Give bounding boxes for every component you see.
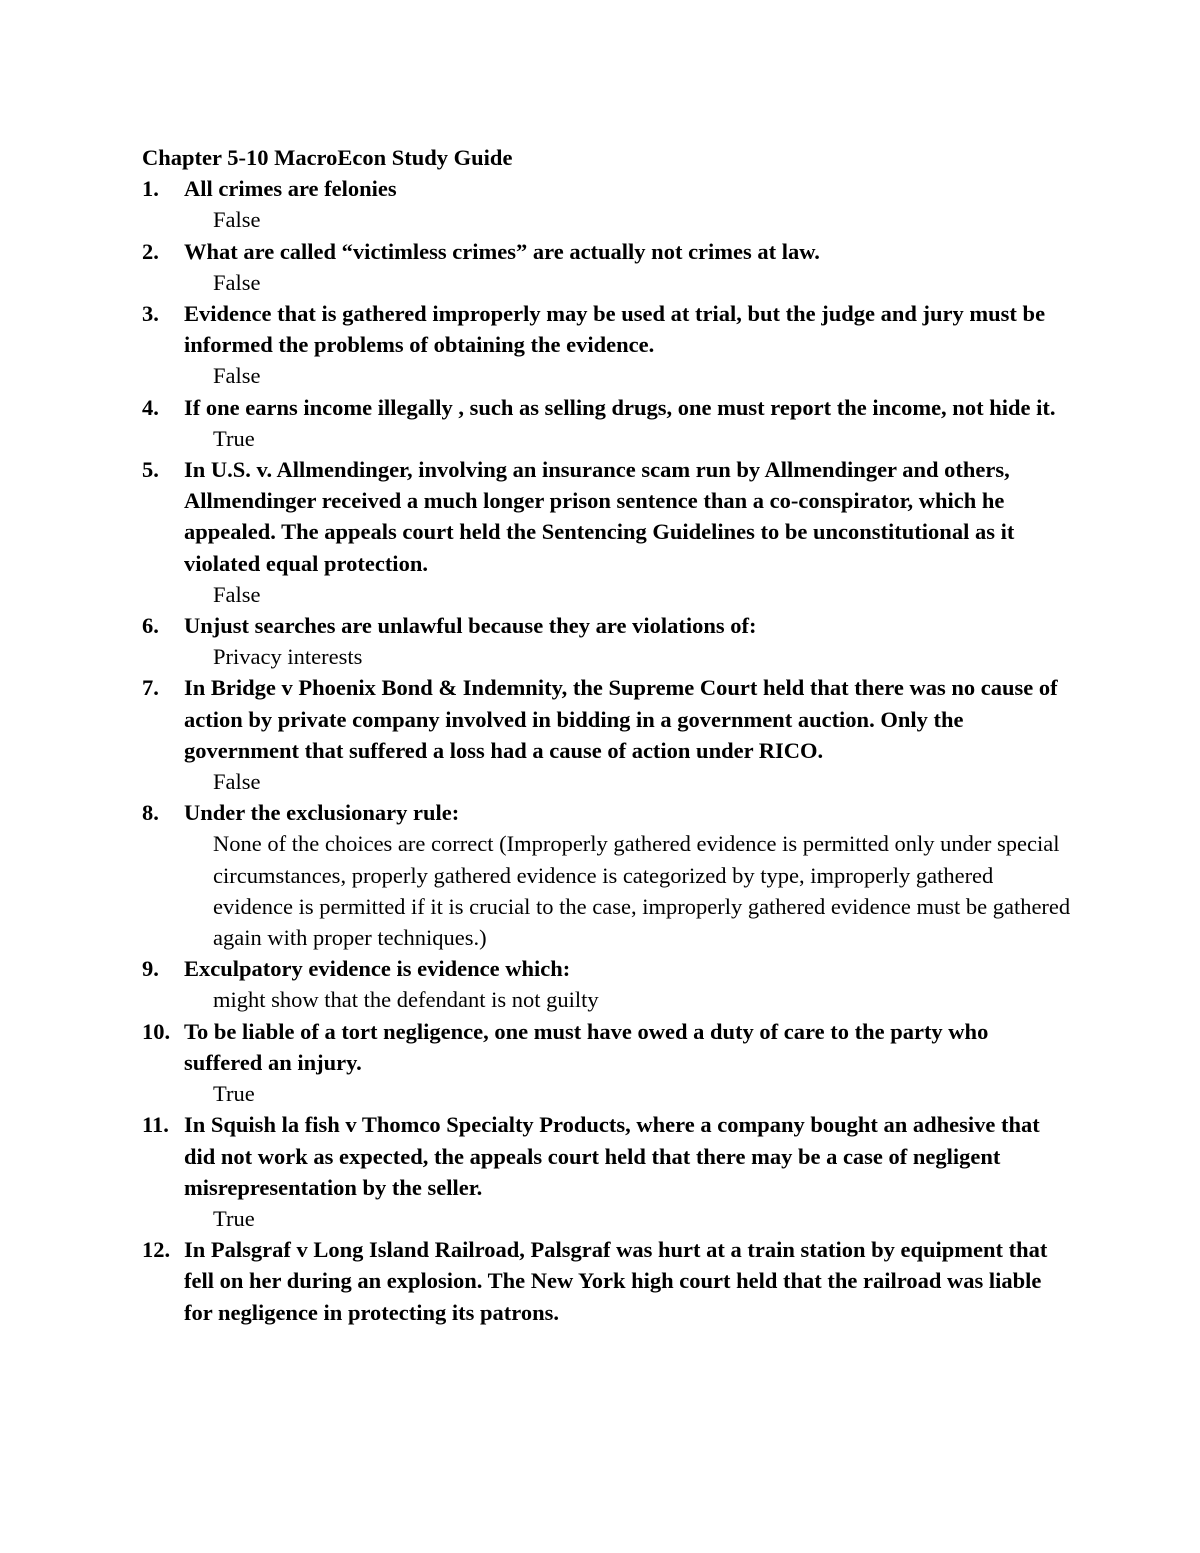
question-text: In Palsgraf v Long Island Railroad, Palsgraf was hurt at a train station by equipment that fell on her during an explosion. The New York high court held that the railroad was liable for negligence in protecting its patrons. (184, 1237, 1048, 1325)
answer-text: False (213, 207, 261, 233)
question-text: If one earns income illegally , such as selling drugs, one must report the income, not hide it. (184, 394, 1056, 420)
answer-text: False (213, 269, 261, 295)
answer-text: False (213, 581, 261, 607)
question-number: 10. (142, 1018, 171, 1044)
answer-text: True (213, 1205, 255, 1231)
question-number: 7. (142, 675, 159, 701)
question-item-3 (142, 298, 1072, 392)
question-item-1 (142, 173, 1072, 235)
question-text: Unjust searches are unlawful because they are violations of: (184, 613, 757, 639)
question-number: 2. (142, 238, 159, 264)
answer-text: True (213, 425, 255, 451)
question-text: To be liable of a tort negligence, one must have owed a duty of care to the party who suffered an injury. (184, 1018, 989, 1075)
document-title: Chapter 5-10 MacroEcon Study Guide (142, 145, 513, 170)
document-body (142, 142, 1072, 1328)
question-item-10 (142, 1016, 1072, 1110)
question-item-2 (142, 236, 1072, 298)
answer-text: might show that the defendant is not guilty (213, 987, 599, 1013)
question-text: In Squish la fish v Thomco Specialty Products, where a company bought an adhesive that did not work as expected, the appeals court held that there may be a case of negligent misrepresentation by the seller. (184, 1112, 1040, 1200)
question-item-6 (142, 610, 1072, 672)
question-number: 3. (142, 301, 159, 327)
question-number: 11. (142, 1112, 169, 1138)
question-item-12 (142, 1234, 1072, 1328)
question-text: Exculpatory evidence is evidence which: (184, 956, 571, 982)
answer-text: True (213, 1081, 255, 1107)
question-text: All crimes are felonies (184, 176, 397, 202)
question-number: 5. (142, 457, 159, 483)
question-item-5 (142, 454, 1072, 610)
question-text: Evidence that is gathered improperly may be used at trial, but the judge and jury must be informed the problems of obtaining the evidence. (184, 301, 1046, 358)
answer-text: Privacy interests (213, 644, 363, 670)
question-item-4 (142, 392, 1072, 454)
question-number: 4. (142, 394, 159, 420)
answer-text: False (213, 363, 261, 389)
question-item-8 (142, 797, 1072, 953)
question-text: What are called “victimless crimes” are actually not crimes at law. (184, 238, 820, 264)
question-text: In U.S. v. Allmendinger, involving an insurance scam run by Allmendinger and others, Allmendinger received a much longer prison sentence than a co-conspirator, which he appealed. The appeals court held the Sentencing Guidelines to be unconstitutional as it violated equal protection. (184, 457, 1015, 576)
question-number: 8. (142, 800, 159, 826)
question-item-11 (142, 1109, 1072, 1234)
question-text: In Bridge v Phoenix Bond & Indemnity, the Supreme Court held that there was no cause of action by private company involved in bidding in a government auction. Only the government that suffered a loss had a cause of action under RICO. (184, 675, 1058, 763)
question-number: 9. (142, 956, 159, 982)
question-list (142, 173, 1072, 1328)
question-item-9 (142, 953, 1072, 1015)
question-number: 12. (142, 1237, 171, 1263)
question-number: 1. (142, 176, 159, 202)
question-text: Under the exclusionary rule: (184, 800, 460, 826)
answer-text: False (213, 769, 261, 795)
question-item-7 (142, 672, 1072, 797)
question-number: 6. (142, 613, 159, 639)
answer-text: None of the choices are correct (Improperly gathered evidence is permitted only under special circumstances, properly gathered evidence is categorized by type, improperly gathered evidence is permitted if it is crucial to the case, improperly gathered evidence must be gathered again with proper techniques.) (213, 831, 1071, 951)
